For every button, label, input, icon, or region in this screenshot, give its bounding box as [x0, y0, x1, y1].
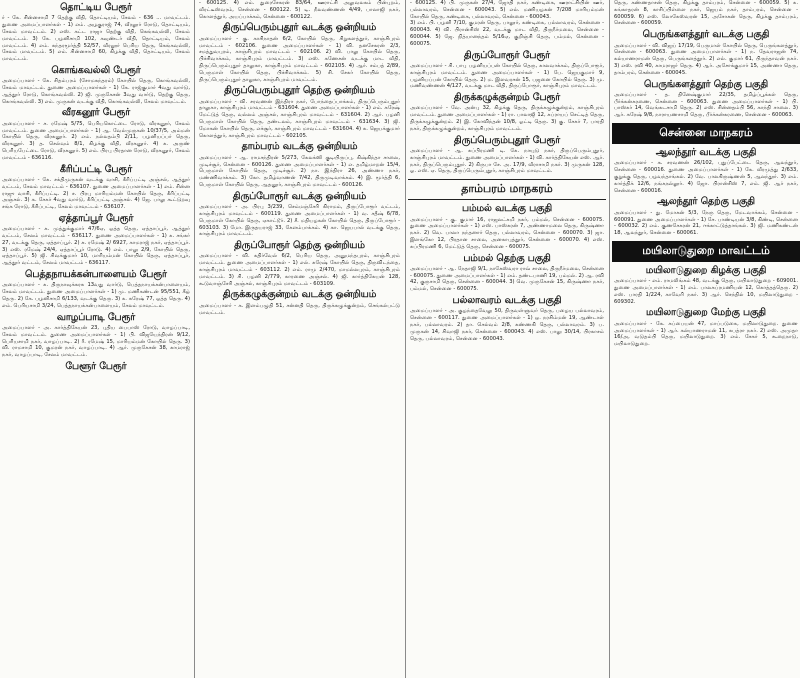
section-heading: திருப்போரூர் பேரூர் — [463, 49, 551, 61]
section-heading: திருப்பெரும்புதூர் பேரூர் — [453, 134, 561, 146]
section-heading: பம்மல் வடக்கு பகுதி — [461, 203, 552, 215]
section-body: அமைப்பாளர் - அ. குழந்தைவேலு 50, திருவள்ளுவர் தெரு, பழைய பல்லாவரம், சென்னை - 600117. துணை அமைப்பாளர்கள் - 1) ஒ. நரசிம்மன் 19, ஆண்டாள் நகர், பல்லாவரம். 2) தா. செல்வம் 2/8, கண்ணகி தெரு, பல்லாவரம். 3) ப. முருகன் 14, சிவாஜி நகர், சென்னை - 600043. 4) எஸ். பாலு 30/14, பிரகாசம் தெரு, பல்லாவரம், சென்னை - 600043. — [410, 308, 604, 342]
section-heading: பேளூர் பேரூர் — [65, 360, 127, 372]
section-body: அமைப்பாளர் - து. மோகன் 5/3, நேரு தெரு, மேடவாக்கம், சென்னை - 600091. துணை அமைப்பாளர்கள் - 1) சே. பாண்டியன் 3/8, கிண்டி, சென்னை - 600032. 2) எம். குணசேகரன் 21, ஈக்காட்டுத்தாங்கல். 3) ஜி. மணிகண்டன் 18, ஆலந்தூர், சென்னை - 600061. — [614, 209, 798, 237]
section-heading: திருப்பெரும்புதூர் தெற்கு ஒன்றியம் — [224, 85, 375, 97]
continued-paragraph: தெரு, கண்ணதாசன் தெரு, கிழக்கு தாம்பரம், சென்னை - 600059. 5) க. கங்காதரன் 8, காசிப்பிள்ளை நகர், ஜெயம் நகர், தாம்பரம், சென்னை - 600059. 6) எஸ். லோகேஸ்வரன் 15, அசோகன் தெரு, கிழக்கு தாம்பரம், சென்னை - 600059. — [614, 0, 798, 27]
region-banner: மயிலாடுதுறை மாவட்டம் — [612, 241, 800, 262]
section-heading: திருக்கழுக்குன்றம் பேரூர் — [453, 92, 561, 104]
section-body: அமைப்பாளர் - கு. காசிநாதன் 6/2, கோயில் தெரு, சிறுகளத்தூர், காஞ்சிபுரம் மாவட்டம் - 602106. துணை அமைப்பாளர்கள் - 1) வி. தனசேகரன் 2/3, சமத்துவபுரம், காஞ்சிபுரம் மாவட்டம் - 602106. 2) வி. பாலு கோயில் தெரு, பிச்சிவாக்கம், காஞ்சிபுரம் மாவட்டம். 3) எஸ். கணேசன் வடக்கு மாட வீதி, திருப்பெரும்புதூர் தாலுகா, காஞ்சிபுரம் மாவட்டம் - 602105. 4) ஆர். சம்பத் 2/89, பெருமாள் கோயில் தெரு, பிச்சிவாக்கம். 5) சி. சேகர் கோயில் தெரு, திருப்பெரும்புதூர் தாலுகா, காஞ்சிபுரம் மாவட்டம். — [199, 35, 400, 83]
section-body: அமைப்பாளர் - வி. கதிர்வேல் 6/2, பெரிய தெரு, அனுமந்தபுரம், காஞ்சிபுரம் மாவட்டம். துணை அமைப்பாளர்கள் - 1) எல். சுரேஷ் கோயில் தெரு, திருவிடந்தை, காஞ்சிபுரம் மாவட்டம் - 603112. 2) எம். ராமு 2/470, மாமல்லபுரம், காஞ்சிபுரம் மாவட்டம். 3) சி. பழனி 2/779, காரணை அஞ்சல். 4) ஜி. கார்த்திகேயன் 128, கூடுவாஞ்சேரி அஞ்சல், காஞ்சிபுரம் மாவட்டம் - 603109. — [199, 253, 400, 287]
section-body: அமைப்பாளர் - க. முத்துக்குமார் 47/6ஏ, ஒத்த தெரு, ஏத்தாப்பூர், ஆத்தூர் வட்டம், சேலம் மாவட்டம் - 636117. துணை அமைப்பாளர்கள் - 1) க. சங்கர் 27, வடக்கு தெரு, ஏத்தாப்பூர். 2) சு. ரமேஷ் 2/ 6927, காமராஜ் நகர், ஏத்தாப்பூர். 3) எஸ். ரமேஷ் 24/4, ஏத்தாப்பூர் ரோடு. 4) எம். பாலு 2/9, கோயில் தெரு, ஏத்தாப்பூர். 5) ஜி. சிவக்குமார் 10, மாரியம்மன் கோயில் தெரு, ஏத்தாப்பூர், ஆத்தூர் வட்டம், சேலம் மாவட்டம் - 636117. — [2, 226, 190, 267]
section-heading: பல்லாவரம் வடக்கு பகுதி — [452, 295, 562, 307]
section-heading: ஆலந்தூர் வடக்கு பகுதி — [655, 147, 757, 159]
section-body: அமைப்பாளர் - த. தினேஷ்குமார் 22/35, தமிழ்ப்பூக்கள் தெரு, பீர்க்கன்கரணை, சென்னை - 600063. துணை அமைப்பாளர்கள் - 1) பி. பாஸ்கர் 14, வெங்கடசாமி தெரு. 2) எஸ். சின்னதம்பி 56, காந்தி சாலை. 3) ஆர். சுரேஷ் 9/8, நாராயணசாமி தெரு, பீர்க்கன்கரணை, சென்னை - 600063. — [614, 91, 798, 119]
section-body: அமைப்பாளர் - எம். ராமலிங்கம் 48, வடக்கு தெரு, மயிலாடுதுறை - 609001. துணை அமைப்பாளர்கள் - 1) எம். பாலசுப்ரமணியன் 12, கொத்தத்தெரு. 2) எஸ். பாரதி 1/224, காவேரி நகர். 3) ஆர். செந்தில் 10, மயிலாடுதுறை - 609302. — [614, 278, 798, 305]
section-body: அமைப்பாளர் - க. திருநாவுக்கரசு 13வது வார்டு, பெத்தநாயக்கன்பாளையம், சேலம் மாவட்டம். துணை அமைப்பாளர்கள் - 1) மு. மணிகண்டன் 95/551, கீழ் தெரு. 2) கே. பழனிசாமி 6/133, வடக்கு தெரு. 3) க. சுரேஷ் 77, ஒத்த தெரு. 4) எம். பெரியசாமி 3/24, பெத்தநாயக்கன்பாளையம், சேலம் மாவட்டம். — [2, 282, 190, 309]
continued-paragraph: - 600125. 4) எம். துரைசேகரன் 83/64, ஊராட்சி அலுவலகம் பின்புறம், வீரட்டீஸ்வரம், சென்னை - 600122. 5) டி. நீலவண்ணன் 4/49, பாலாஜி நகர், கொளத்தூர், அயப்பாக்கம், சென்னை - 600122. — [199, 0, 400, 20]
section-heading: வீரகனூர் பேரூர் — [61, 107, 131, 119]
section-heading: திருப்பெரும்புதூர் வடக்கு ஒன்றியம் — [222, 22, 377, 34]
section-heading: திருப்போரூர் தெற்கு ஒன்றியம் — [234, 240, 365, 252]
column-divider — [405, 0, 406, 678]
section-heading: வாழப்பாடி பேரூர் — [56, 311, 136, 323]
section-body: அமைப்பாளர் - கே. சுப்பையன் 47, மாப்படுகை, மயிலாடுதுறை. துணை அமைப்பாளர்கள் - 1) ஆர். கல்யாணராமன் 11, சுபத்ரா நகர். 2) எஸ். அமுதா 16/அ, வடுதம்பி தெரு, மயிலாடுதுறை. 3) எம். சேகர் 5, கூறைநாடு, மயிலாடுதுறை. — [614, 320, 798, 348]
continued-paragraph: 3) எம். பி. பழனி 7/10, குமரன் தெரு, பாலூர், கண்டிகை, பல்லாவரம், சென்னை - 600043. 4) வி. பிரான்சிஸ் 22, வடக்கு மாட வீதி, திருநீர்மலை, சென்னை - 600044. 5) ஜே. நித்யானந்தம் 5/16ஏ, குறிஞ்சி தெரு, பம்மல், சென்னை - 600075. — [410, 20, 604, 47]
section-body: அமைப்பாளர் - சி. பாபு பழனியப்பன் கோயில் தெரு, காலவாக்கம், திருப்போரூர், காஞ்சிபுரம் மாவட்டம். துணை அமைப்பாளர்கள் - 1) பே. ஜெயகுமார் 9, பழனியப்பன் கோயில் தெரு. 2) ம. இளவரசன் 15, பஜனை கோயில் தெரு. 3) மு. மணிவண்ணன் 4/127, வடக்கு மாட வீதி, திருப்போரூர், காஞ்சிபுரம் மாவட்டம். — [410, 62, 604, 90]
section-heading: திருக்கழுக்குன்றம் வடக்கு ஒன்றியம் — [222, 289, 377, 301]
section-body: ர் - கே. சின்னசாமி 7 தெற்கு வீதி, தொட்டியம், சேலம் - 636 ... மாவட்டம். துணை அமைப்பாளர்கள் - 1) எம். அழகுராஜ் 74, வீரலூர் ரோடு, தொட்டியம், சேலம் மாவட்டம். 2) எஸ். கட்ட ராஜா தெற்கு வீதி, கெங்கவல்லி, சேலம் மாவட்டம். 3) கே. பழனிசாமி 102, கவுண்டர் வீதி, தொட்டியம், சேலம் மாவட்டம். 4) எம். சுந்தரமூர்த்தி 52/57, வீரலூர் பெரிய தெரு, கெங்கவல்லி, சேலம் மாவட்டம். 5) எம். சின்னசாமி 60, கிழக்கு வீதி, தொட்டியம், சேலம் மாவட்டம். — [2, 15, 190, 63]
continued-paragraph: - 600125. 4) பி. முருகன் 27/4, ஜோதி நகர், கண்டிகை, ஊராட்சியின் ஊர், பல்லாவரம், சென்னை - 600043. 5) எல். மணியழகன் 7/208 மாரியம்மன் கோயில் தெரு, கண்டிகை, பல்லாவரம், சென்னை - 600043. — [410, 0, 604, 20]
region-banner: தாம்பரம் மாநகரம் — [408, 179, 606, 200]
section-body: அமைப்பாளர் - அ. பிரபு 3/239, செம்மஞ்சேரி கிராமம், திருப்போரூர் வட்டம், காஞ்சிபுரம் மாவட்டம் - 600119. துணை அமைப்பாளர்கள் - 1) வ. சதீஷ் 6/78, பெருமாள் கோயில் தெரு, ஏகாட்டூர். 2) சீ. மதியழகன் கோயில் தெரு, திருப்போரூர் - 603103. 3) மோ. இருதயராஜ் 33, கேளம்பாக்கம். 4) கா. ஜெயபால் வடக்கு தெரு, காஞ்சிபுரம் மாவட்டம். — [199, 204, 400, 238]
column-2 — [197, 0, 402, 678]
region-banner: சென்னை மாநகரம் — [612, 123, 800, 144]
column-3 — [408, 0, 606, 678]
section-heading: மயிலாடுதுறை மேற்கு பகுதி — [646, 307, 766, 319]
section-heading: ஆலந்தூர் தெற்கு பகுதி — [657, 196, 755, 208]
section-body: அமைப்பாளர் - வி. விஜய் 17/19, பெருமாள் கோயில் தெரு, பெருங்களத்தூர், சென்னை - 600063. துணை அமைப்பாளர்கள் - 1) ந. தேவராஜன் 74, கல்யாணராமன் தெரு, பெருங்களத்தூர். 2) எல். குமார் 61, பிருந்தாவன் நகர். 3) எஸ். ரவி 40, காமராஜர் தெரு. 4) ஆர். அசோக்குமார் 15, அண்ணா தெரு, தாம்பரம், சென்னை - 600045. — [614, 42, 798, 76]
section-body: அமைப்பாளர் - க. இளம்பழுதி 51, சன்னதி தெரு, திருக்கழுக்குன்றம், செங்கல்பட்டு மாவட்டம். — [199, 302, 400, 316]
section-body: அமைப்பாளர் - ஆ. நேதாஜி 9/1, நாகேஸ்வரா ராவ் சாலை, திருநீர்மலை, சென்னை - 600075. துணை அமைப்பாளர்கள் - 1) எம். தண்டபாணி 19, பம்மல். 2) ஆ. ரவி 42, குருசாமி தெரு, சென்னை - 600044. 3) வெ. முருகேசன் 15, கிருஷ்ணா நகர், பம்மல், சென்னை - 600075. — [410, 265, 604, 293]
section-body: அமைப்பாளர் - கே. சக்திமுருகன் வடக்கு வாசி, கீரிப்பட்டி அஞ்சல், ஆத்தூர் வட்டம், சேலம் மாவட்டம் - 636107. துணை அமைப்பாளர்கள் - 1) எம். சின்ன ராஜு வாசி, கீரிப்பட்டி. 2) ச. பிரபு மாரியம்மன் கோயில் தெரு, கீரிப்பட்டி அஞ்சல். 3) க. சேகர் 4வது வார்டு, கீரிப்பட்டி அஞ்சல். 4) ஜே. பாலு கூட்டுறவு சங்க ரோடு, கீரிப்பட்டி, சேலம் மாவட்டம் - 636107. — [2, 176, 190, 211]
column-divider — [609, 0, 610, 678]
section-heading: பெத்தநாயக்கன்பாளையம் பேரூர் — [25, 269, 167, 281]
section-heading: தொட்டிய பேரூர் — [60, 2, 132, 13]
section-heading: கீரிப்பட்டி பேரூர் — [59, 163, 133, 175]
section-heading: மயிலாடுதுறை கிழக்கு பகுதி — [645, 264, 767, 276]
section-heading: தாம்பரம் வடக்கு ஒன்றியம் — [241, 141, 358, 153]
section-heading: ஏத்தாப்பூர் பேரூர் — [58, 212, 134, 224]
column-4 — [612, 0, 800, 678]
section-heading: பெருங்களத்தூர் வடக்கு பகுதி — [642, 29, 770, 41]
section-body: அமைப்பாளர் - அ. கார்த்திகேயன் 23, புதிய பைபாஸ் ரோடு, வாழப்பாடி, சேலம் மாவட்டம். துணை அமைப்பாளர்கள் - 1) பி. விஜயேந்திரன் 9/12, பெரியசாமி நகர், வாழப்பாடி. 2) ரீ. ரமேஷ் 15, மாரியம்மன் கோயில் தெரு. 3) வி. ராமசாமி 10, குமரன் நகர், வாழப்பாடி. 4) ஆர். முருகேசன் 38, காமராஜ் நகர், வாழப்பாடி, சேலம் மாவட்டம். — [2, 324, 190, 359]
section-heading: பம்மல் தெற்கு பகுதி — [463, 252, 551, 264]
section-body: அமைப்பாளர் - க. சரவணன் 26/102, புதுப்பேட்டை தெரு, ஆலந்தூர், சென்னை - 600016. துணை அமைப்பாளர்கள் - 1) கே. வீரமுத்து 2/633, குறுக்கு தெரு, பழவந்தாங்கல். 2) வே. பாலகிருஷ்ணன் 5, ஆலந்தூர். 3) எம். கார்த்திக் 12/6, நங்கநல்லூர். 4) ஜோ. பிரான்சிஸ் 7, எம். ஜி. ஆர் நகர், சென்னை - 600016. — [614, 160, 798, 194]
column-1 — [0, 0, 192, 678]
section-body: அமைப்பாளர் - வே. அன்பு 32, கிழக்கு தெரு, திருக்கழுக்குன்றம், காஞ்சிபுரம் மாவட்டம். துணை அமைப்பாளர்கள் - 1) ரா. பாலாஜி 12, சுப்ராயப் செட்டித் தெரு, திருக்கழுக்குன்றம். 2) இ. கோவிந்தன் 10/8, ஓட்டி தெரு. 3) கு. சேகர் 7, பாரதி நகர், திருக்கழுக்குன்றம், காஞ்சிபுரம் மாவட்டம். — [410, 105, 604, 132]
section-body: அமைப்பாளர் - வி. சரவணன் இந்திரா நகர், போந்தைப்பாக்கம், திருப்பெரும்புதூர் தாலுகா, காஞ்சிபுரம் மாவட்டம் - 631604. துணை அமைப்பாளர்கள் - 1) எம். சுரேஷ் மேட்டுத் தெரு, வல்லம் அஞ்சல், காஞ்சிபுரம் மாவட்டம் - 631604. 2) ஆர். பழனி பெருமாள் கோயில் தெரு, தண்டலம், காஞ்சிபுரம் மாவட்டம் - 631634. 3) ஜி. மோகன் கோயில் தெரு, எச்சூர், காஞ்சிபுரம் மாவட்டம் - 631604. 4) சு. ஜெயக்குமார் கொளத்தூர், காஞ்சிபுரம் மாவட்டம் - 602105. — [199, 98, 400, 139]
section-heading: கொங்கவல்லி பேரூர் — [51, 64, 141, 76]
section-body: அமைப்பாளர் - ச. ரமேஷ் 5/75, பெரியகொட்டை ரோடு, வீரகனூர், சேலம் மாவட்டம். துணை அமைப்பாளர்கள் - 1) ஆ. வேல்முருகன் 10/37/5, அம்மன் கோயில் தெரு, வீரகனூர். 2) எம். நல்லதம்பி 2/11, பழனியப்பர் தெரு, வீரகனூர். 3) த. செல்வம் 8/1, கிழக்கு வீதி, வீரகனூர். 4) க. அருண் பெரியபேட்டை ரோடு, வீரகனூர். 5) எம். பிரபு பிரதான ரோடு, வீரகனூர், சேலம் மாவட்டம் - 636116. — [2, 120, 190, 161]
section-body: அமைப்பாளர் - கு. குமார் 16, ராஜலட்சுமி நகர், பம்மல், சென்னை - 600075. துணை அமைப்பாளர்கள் - 1) எஸ். பாஸ்கரன் 7, அண்ணாமலை தெரு, கிருஷ்ணா நகர். 2) வெ. பாலா நந்தனார் தெரு, பல்லாவரம், சென்னை - 600070. 3) ஜா. இளங்கோ 12, பிரதான சாலை, அனகாபுத்தூர், சென்னை - 600070. 4) எஸ். சுப்பிரமணி 6, மேட்டுத் தெரு, சென்னை - 600075. — [410, 216, 604, 250]
section-heading: பெருங்களத்தூர் தெற்கு பகுதி — [643, 78, 769, 90]
section-body: அமைப்பாளர் - கே. சிதம்பரம் (சோமசுந்தரம்) கோயில் தெரு, கொங்கவல்லி, சேலம் மாவட்டம். துணை அமைப்பாளர்கள் - 1) கே. ராஜ்குமார் 4வது வார்டு, ஆத்தூர் ரோடு, கொங்கவல்லி. 2) ஜி. முருகேசன் 3வது வார்டு, தெற்கு தெரு, கொங்கவல்லி. 3) எம். முருகன் வடக்கு வீதி, கொங்கவல்லி, சேலம் மாவட்டம். — [2, 78, 190, 105]
section-heading: திருப்போரூர் வடக்கு ஒன்றியம் — [232, 190, 367, 202]
section-body: அமைப்பாளர் - ஆ. சுப்பிரமணி டி. கே. நாயுடு நகர், திருப்பெரும்புதூர், காஞ்சிபுரம் மாவட்டம். துணை அமைப்பாளர்கள் - 1) வி. கார்த்திகேயன் எஸ். ஆர். நகர், திருப்பெரும்புதூர். 2) கிருபா சே. அ. 17/9, வீராசாமி நகர். 3) முருகன் 128, ஓ. எஸ். ஏ. தெரு, திருப்பெரும்புதூர், காஞ்சிபுரம் மாவட்டம். — [410, 147, 604, 175]
section-body: அமைப்பாளர் - ஆ. ராமசந்திரன் 5/273, கேலக்ஸி குடியிருப்பு, கிஷ்கிந்தா சாலை, முடிச்சூர், சென்னை - 600126. துணை அமைப்பாளர்கள் - 1) எ. தமிழ்மாறன் 15/4, பெருமாள் கோயில் தெரு, முடிச்சூர். 2) நா. இந்திரா 26, அண்ணா நகர், மண்ணிவாக்கம். 3) கோ. தமிழ்வாணன் 7/42, திருமுடிவாக்கம். 4) இ. மூர்த்தி 6, பெருமாள் கோயில் தெரு, ஆதனூர், காஞ்சிபுரம் மாவட்டம் - 600126. — [199, 154, 400, 188]
column-divider — [194, 0, 195, 678]
